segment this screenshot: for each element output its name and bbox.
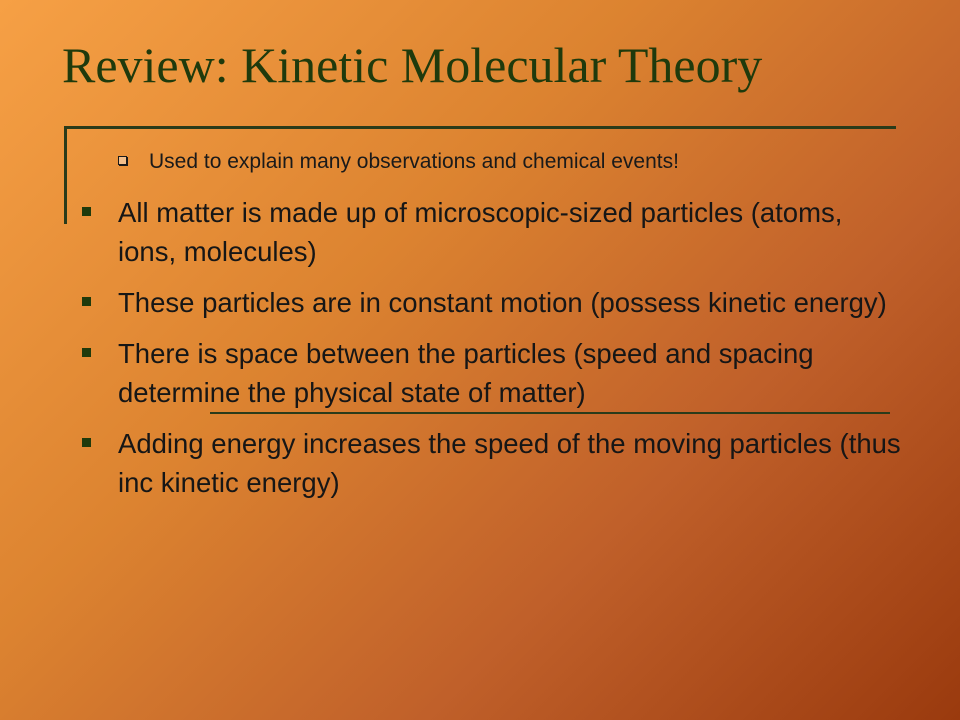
hollow-square-bullet-icon (118, 156, 127, 165)
frame-left-line (64, 126, 67, 224)
bullet-text: All matter is made up of microscopic-sized particles (atoms, ions, molecules) (118, 197, 843, 267)
sub-bullet-item (118, 150, 679, 174)
square-bullet-icon (82, 438, 91, 447)
square-bullet-icon (82, 297, 91, 306)
bullet-item (82, 193, 902, 271)
bullet-item (82, 334, 902, 412)
bullet-item (82, 424, 902, 502)
bullet-text: There is space between the particles (speed and spacing determine the physical state of matter) (118, 338, 814, 408)
slide-title: Review: Kinetic Molecular Theory (62, 37, 763, 93)
bullet-text: Adding energy increases the speed of the moving particles (thus inc kinetic energy) (118, 428, 901, 498)
square-bullet-icon (82, 348, 91, 357)
sub-bullet-text: Used to explain many observations and chemical events! (149, 150, 679, 173)
frame-top-line (64, 126, 896, 129)
bullet-text: These particles are in constant motion (possess kinetic energy) (118, 287, 887, 318)
square-bullet-icon (82, 207, 91, 216)
bullet-item (82, 283, 902, 322)
bullet-list (82, 193, 902, 514)
